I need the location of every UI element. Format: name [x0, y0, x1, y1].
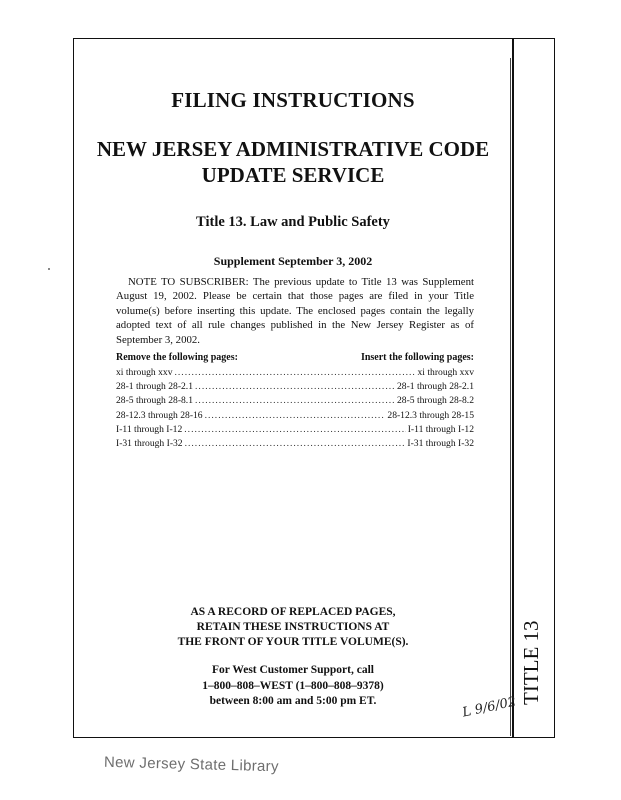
support-hours: between 8:00 am and 5:00 pm ET. [209, 695, 377, 707]
handwritten-note: L 9/6/02 [461, 694, 518, 721]
remove-pages: 28-12.3 through 28-16 [116, 409, 203, 421]
page-row [116, 438, 474, 452]
remove-pages: 28-5 through 28-8.1 [116, 395, 194, 407]
code-title-text: NEW JERSEY ADMINISTRATIVE CODE UPDATE SERVICE [96, 137, 490, 187]
remove-pages: xi through xxv [116, 367, 173, 378]
dot-leader [195, 381, 395, 392]
code-title [73, 136, 513, 188]
record-line: AS A RECORD OF REPLACED PAGES, [190, 606, 396, 618]
record-instructions [73, 605, 513, 650]
record-line: RETAIN THESE INSTRUCTIONS AT [196, 621, 390, 633]
dot-leader [184, 424, 405, 435]
title-tab-label: TITLE 13 [519, 620, 543, 705]
insert-pages: 28-5 through 28-8.2 [396, 395, 474, 407]
customer-support [73, 663, 513, 710]
insert-pages: I-31 through I-32 [407, 437, 474, 449]
dot-leader [195, 395, 395, 406]
page-row [116, 410, 474, 424]
remove-header: Remove the following pages: [116, 352, 238, 363]
dot-leader [205, 410, 386, 421]
insert-pages: xi through xxv [417, 367, 474, 378]
supplement-date: Supplement September 3, 2002 [213, 254, 373, 268]
page-row [116, 424, 474, 438]
page-heading: FILING INSTRUCTIONS [171, 88, 415, 112]
insert-pages: 28-1 through 28-2.1 [396, 381, 474, 393]
record-line: THE FRONT OF YOUR TITLE VOLUME(S). [177, 636, 409, 648]
remove-pages: I-31 through I-32 [116, 437, 183, 449]
remove-pages: 28-1 through 28-2.1 [116, 381, 194, 393]
library-stamp: New Jersey State Library [103, 753, 279, 776]
dot-leader [175, 367, 416, 378]
support-line: For West Customer Support, call [212, 664, 374, 676]
insert-header: Insert the following pages: [360, 352, 474, 363]
page-row [116, 367, 474, 381]
support-phone: 1–800–808–WEST (1–800–808–9378) [202, 679, 384, 692]
insert-pages: 28-12.3 through 28-15 [387, 409, 474, 421]
remove-pages: I-11 through I-12 [116, 423, 183, 435]
subscriber-note: NOTE TO SUBSCRIBER: The previous update to Title 13 was Supplement August 19, 2002. Please be certain that those pages are filed in your Title volume(s) before inserting this update. The enclosed pages contain the legally adopted text of all rule changes published in the New Jersey Register as of September 3, 2002. [116, 276, 474, 346]
page-list [116, 367, 474, 452]
page-row [116, 381, 474, 395]
scan-speck [48, 268, 50, 270]
page-row [116, 395, 474, 409]
insert-pages: I-11 through I-12 [407, 423, 474, 435]
dot-leader [185, 438, 406, 449]
title-line: Title 13. Law and Public Safety [196, 214, 390, 230]
